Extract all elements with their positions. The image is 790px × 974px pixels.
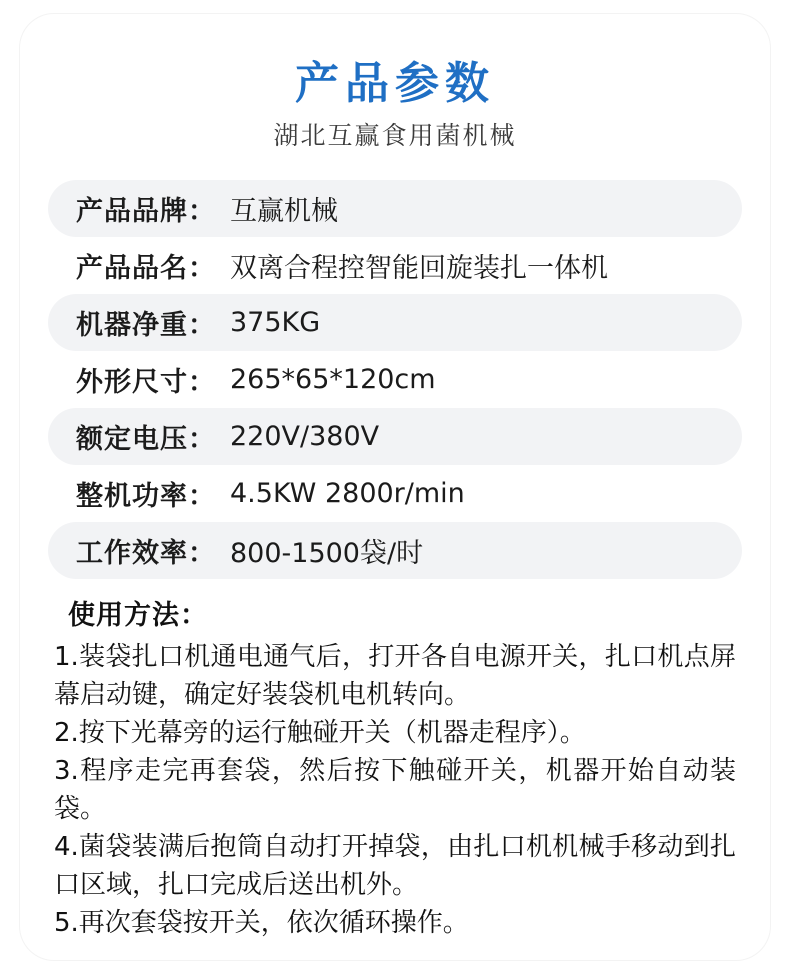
spec-row — [48, 408, 742, 465]
spec-value: 265*65*120cm — [230, 364, 436, 395]
spec-label: 外形尺寸： — [76, 367, 216, 398]
spec-value: 4.5KW 2800r/min — [230, 478, 465, 509]
spec-list — [20, 180, 770, 579]
spec-value: 220V/380V — [230, 421, 380, 452]
spec-row — [48, 180, 742, 237]
spec-label: 产品品名： — [76, 253, 216, 284]
spec-value: 375KG — [230, 307, 321, 338]
usage-step: 5.再次套袋按开关，依次循环操作。 — [54, 908, 469, 938]
spec-label: 整机功率： — [76, 481, 216, 512]
spec-row — [48, 237, 742, 294]
spec-label: 额定电压： — [76, 424, 216, 455]
spec-row — [48, 522, 742, 579]
spec-value: 双离合程控智能回旋装扎一体机 — [230, 253, 608, 284]
spec-label: 产品品牌： — [76, 196, 216, 227]
spec-row — [48, 465, 742, 522]
spec-row — [48, 294, 742, 351]
spec-card — [20, 14, 770, 960]
page-title: 产品参数 — [295, 58, 495, 109]
spec-label: 机器净重： — [76, 310, 216, 341]
usage-step: 3.程序走完再套袋，然后按下触碰开关，机器开始自动装袋。 — [54, 756, 736, 824]
spec-label: 工作效率： — [76, 538, 216, 569]
spec-value: 互赢机械 — [230, 196, 338, 227]
usage-section — [54, 593, 736, 942]
spec-value: 800-1500袋/时 — [230, 538, 424, 569]
spec-row — [48, 351, 742, 408]
usage-step: 1.装袋扎口机通电通气后，打开各自电源开关，扎口机点屏幕启动键，确定好装袋机电机转向。 — [54, 642, 736, 710]
page-subtitle: 湖北互赢食用菌机械 — [273, 121, 517, 150]
usage-step-list — [54, 638, 736, 942]
usage-step: 2.按下光幕旁的运行触碰开关（机器走程序）。 — [54, 718, 586, 748]
usage-step: 4.菌袋装满后抱筒自动打开掉袋，由扎口机机械手移动到扎口区域，扎口完成后送出机外。 — [54, 832, 736, 900]
usage-title: 使用方法： — [68, 600, 208, 631]
